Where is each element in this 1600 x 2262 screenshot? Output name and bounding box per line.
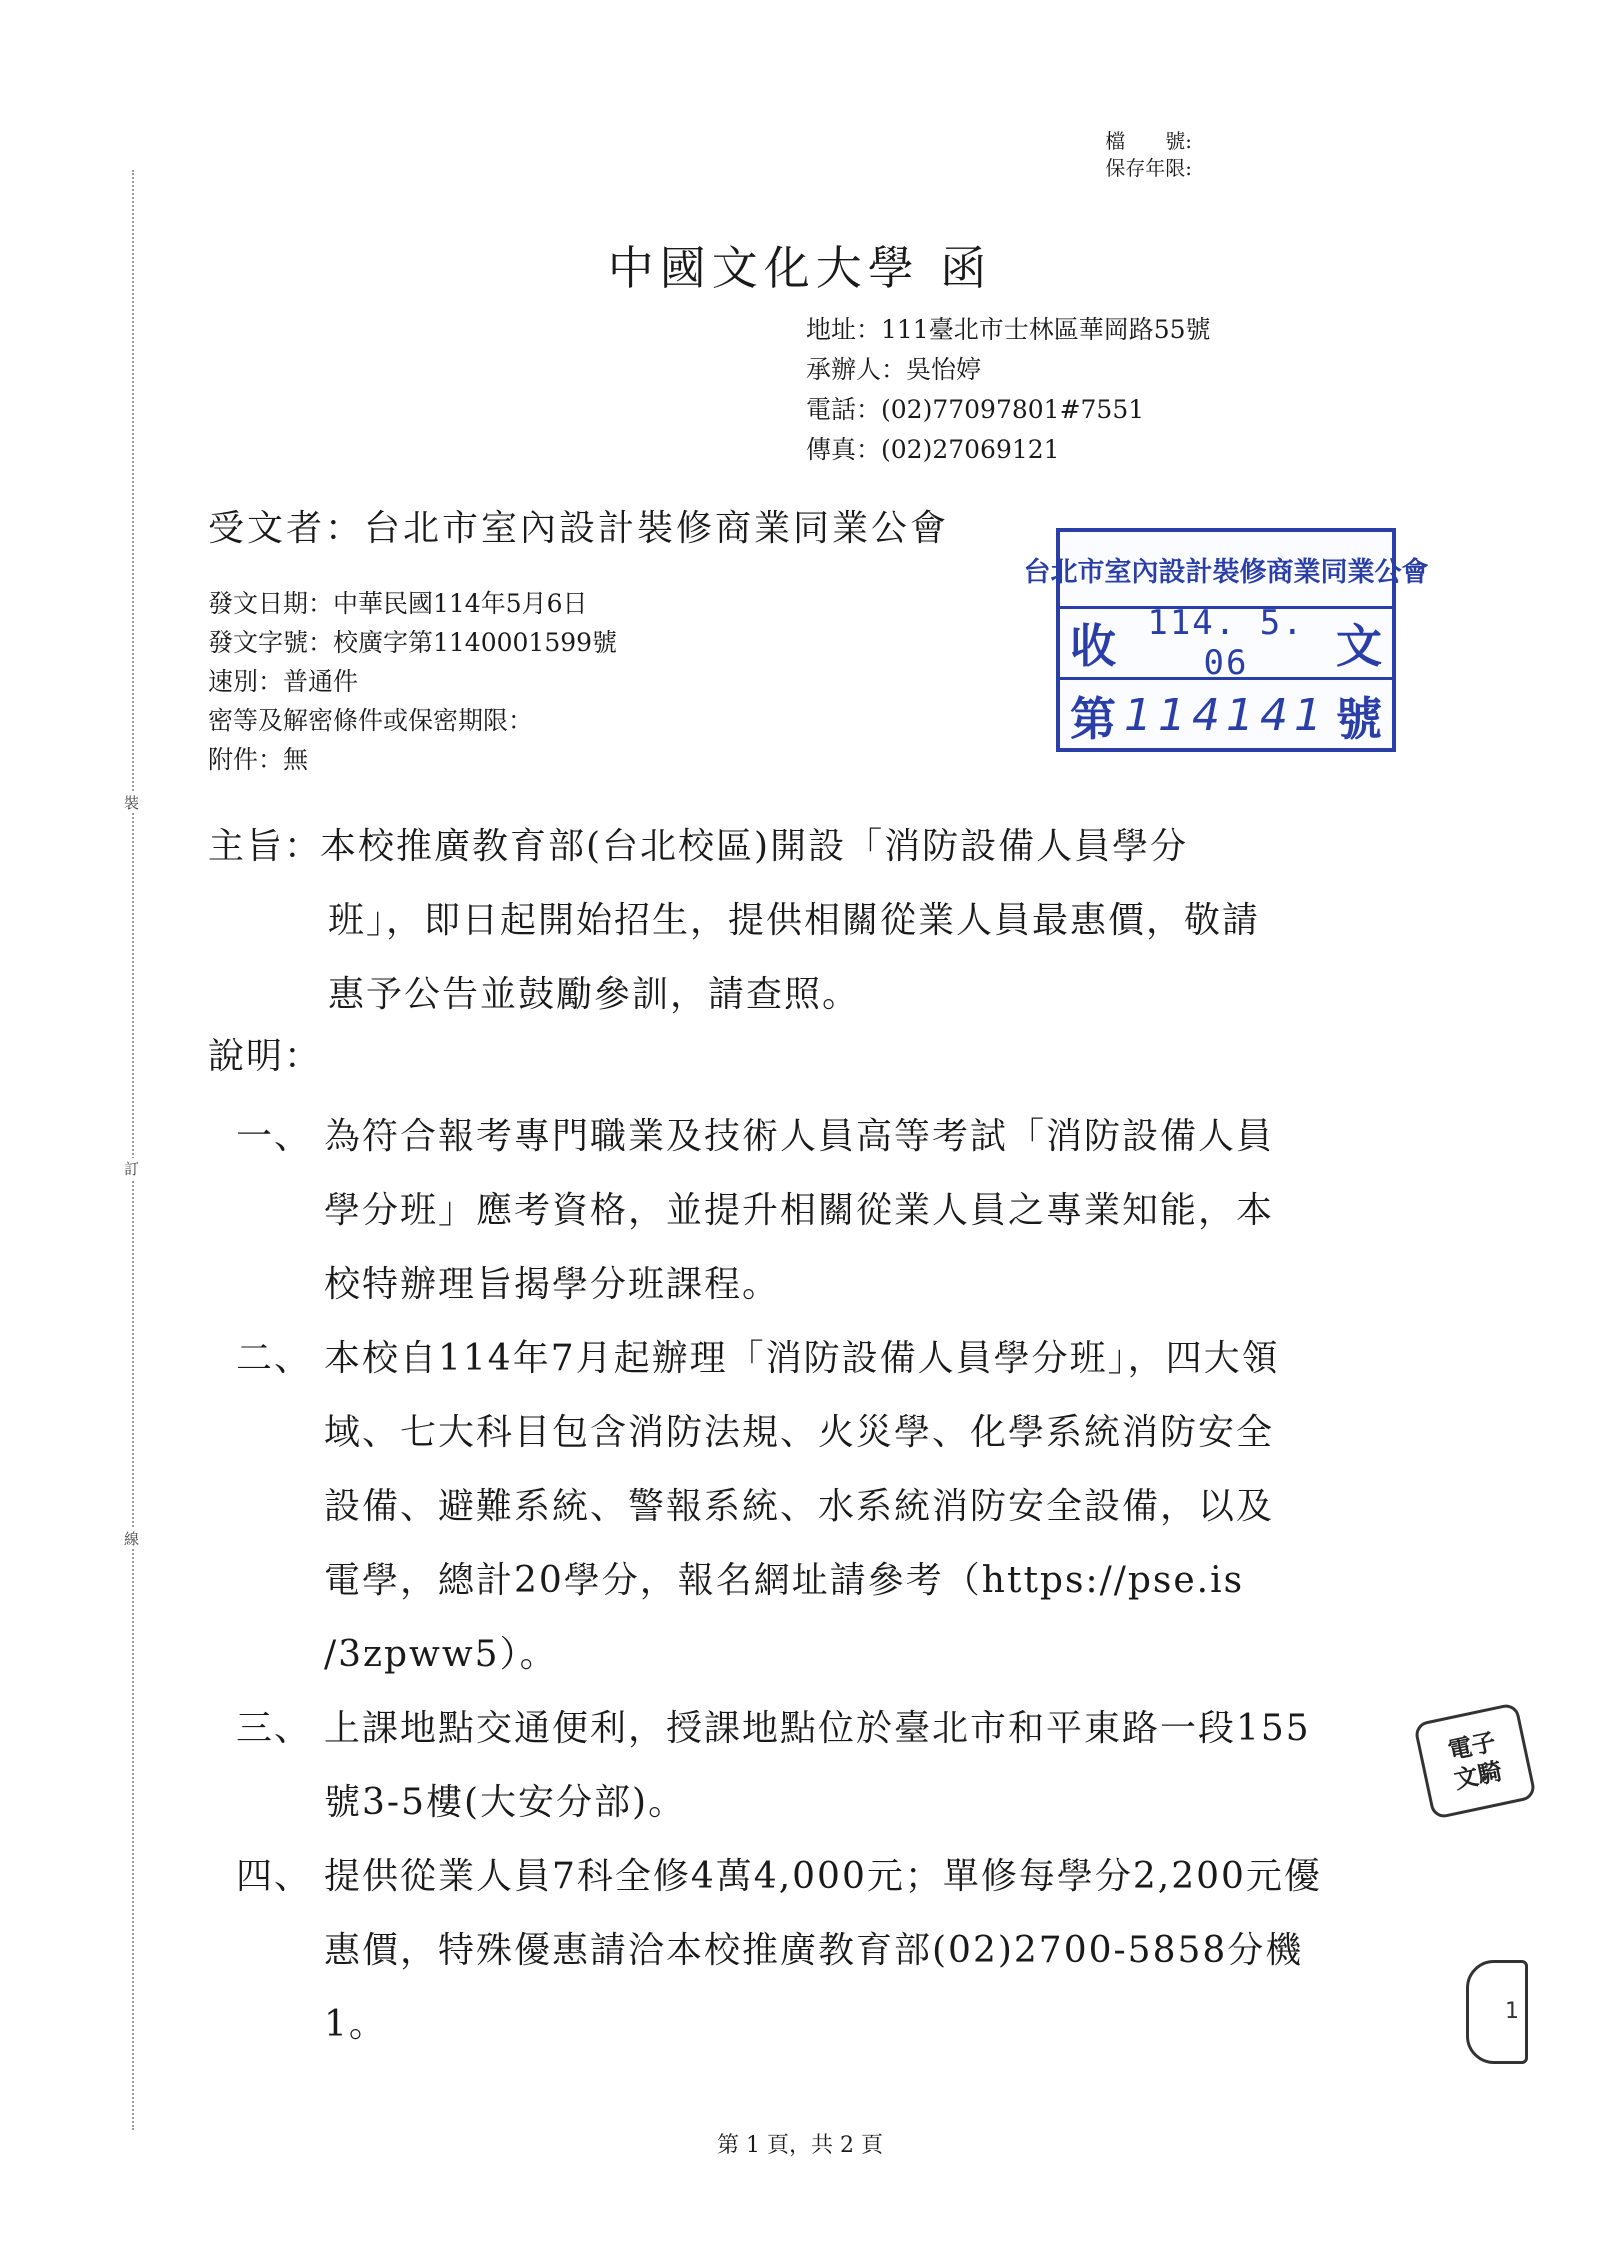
stamp-hao-char: 號 — [1336, 691, 1382, 746]
seal-text-line: 電子 — [1445, 1727, 1499, 1766]
page-footer: 第 1 頁，共 2 頁 — [717, 2133, 883, 2158]
subject-line: 惠予公告並鼓勵參訓，請查照。 — [328, 974, 861, 1015]
subject-section — [208, 810, 1388, 1032]
stamp-doc-char: 文 — [1336, 619, 1382, 673]
item-line: 惠價，特殊優惠請洽本校推廣教育部(02)2700-5858分機 — [324, 1930, 1304, 1971]
item-line: 域、七大科目包含消防法規、火災學、化學系統消防安全 — [324, 1412, 1275, 1453]
subject-line: 本校推廣教育部(台北校區)開設「消防設備人員學分 — [320, 826, 1189, 867]
confidentiality: 密等及解密條件或保密期限： — [208, 706, 534, 735]
document-title: 中國文化大學 函 — [607, 241, 993, 295]
stamp-receive-char: 收 — [1070, 619, 1116, 673]
issue-date: 發文日期：中華民國114年5月6日 — [208, 589, 588, 618]
issue-meta — [208, 584, 617, 779]
item-line: 校特辦理旨揭學分班課程。 — [324, 1264, 781, 1305]
explanation-item-4 — [236, 1840, 1396, 2062]
item-line: 提供從業人員7科全修4萬4,000元；單修每學分2,200元優 — [324, 1856, 1322, 1897]
item-line: 設備、避難系統、警報系統、水系統消防安全設備，以及 — [324, 1486, 1275, 1527]
explanation-item-2 — [236, 1322, 1396, 1692]
item-line: 號3-5樓(大安分部)。 — [324, 1782, 687, 1823]
attachments: 附件：無 — [208, 745, 309, 774]
binding-dotted-line — [132, 170, 134, 2130]
stamp-number-row — [1060, 680, 1392, 751]
item-number: 二、 — [236, 1338, 313, 1379]
item-line: 為符合報考專門職業及技術人員高等考試「消防設備人員 — [324, 1116, 1275, 1157]
item-line: 1。 — [324, 2004, 387, 2045]
item-line: 上課地點交通便利，授課地點位於臺北市和平東路一段155 — [324, 1708, 1311, 1749]
stamp-date: 114. 5. 06 — [1147, 603, 1305, 683]
subject-line: 班」，即日起開始招生，提供相關從業人員最惠價，敬請 — [328, 900, 1261, 941]
receipt-stamp — [1023, 528, 1429, 752]
sender-address: 地址：111臺北市士林區華岡路55號 — [806, 315, 1211, 344]
retention-period-label: 保存年限: — [1105, 156, 1192, 180]
sender-info — [806, 310, 1211, 470]
sender-phone: 電話：(02)77097801#7551 — [806, 395, 1145, 424]
urgency: 速別：普通件 — [208, 667, 359, 696]
binding-mark-xian: 線 — [124, 1530, 140, 1548]
electronic-seal — [1413, 1702, 1537, 1820]
file-meta — [1105, 128, 1192, 182]
item-line: 本校自114年7月起辦理「消防設備人員學分班」，四大領 — [324, 1338, 1280, 1379]
binding-mark-ding: 訂 — [124, 1160, 140, 1178]
stamp-number: 114141 — [1124, 690, 1328, 741]
explanation-item-1 — [236, 1100, 1396, 1322]
issue-number: 發文字號：校廣字第1140001599號 — [208, 628, 618, 657]
sender-fax: 傳真：(02)27069121 — [806, 435, 1060, 464]
item-line: 學分班」應考資格，並提升相關從業人員之專業知能，本 — [324, 1190, 1275, 1231]
subject-label: 主旨： — [208, 826, 323, 867]
item-line: /3zpww5）。 — [324, 1634, 558, 1675]
explanation-label: 說明： — [208, 1036, 323, 1077]
item-number: 三、 — [236, 1708, 313, 1749]
explanation-item-3 — [236, 1692, 1396, 1840]
stamp-date-row — [1060, 603, 1392, 683]
file-number-label: 檔 號: — [1105, 129, 1192, 153]
explanation-items — [236, 1100, 1396, 2062]
stamp-order-char: 第 — [1070, 691, 1116, 746]
sender-contact-person: 承辦人：吳怡婷 — [806, 355, 982, 384]
stamp-org-name: 台北市室內設計裝修商業同業公會 — [1060, 532, 1392, 609]
item-line: 電學，總計20學分，報名網址請參考（https://pse.is — [324, 1560, 1245, 1601]
item-number: 四、 — [236, 1856, 313, 1897]
recipient: 受文者：台北市室內設計裝修商業同業公會 — [208, 508, 950, 549]
item-number: 一、 — [236, 1116, 313, 1157]
binding-mark-zhuang: 裝 — [124, 794, 140, 812]
seal-text-line: 文騎 — [1451, 1756, 1505, 1795]
page-seal-number: 1 — [1505, 1999, 1519, 2024]
page-seal — [1466, 1960, 1528, 2064]
subject-body — [320, 810, 1388, 1032]
